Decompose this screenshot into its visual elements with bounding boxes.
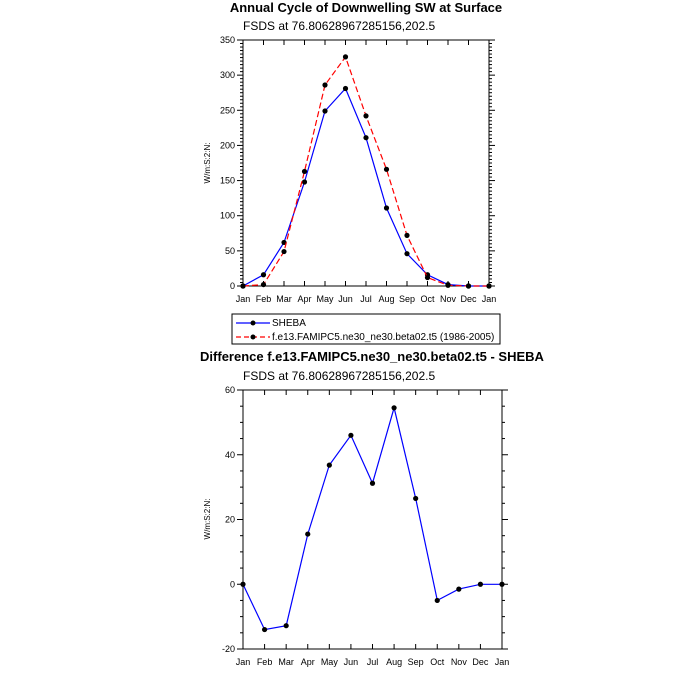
x-tick-label: Nov: [450, 657, 467, 667]
x-tick-label: Jul: [360, 294, 372, 304]
x-tick-label: May: [320, 657, 338, 667]
x-tick-label: Jan: [235, 294, 251, 304]
chart-2-subtitle: FSDS at 76.80628967285156,202.5: [243, 369, 436, 383]
y-tick-label: 350: [219, 35, 235, 45]
x-tick-label: Mar: [278, 657, 294, 667]
series-0-point: [384, 205, 389, 210]
x-tick-label: Jun: [343, 657, 359, 667]
y-tick-label: 20: [224, 514, 235, 525]
series-0-point: [435, 598, 440, 603]
chart-2-plot-frame: [243, 390, 502, 649]
series-1-point: [343, 54, 348, 59]
x-tick-label: Aug: [378, 294, 395, 304]
y-tick-label: 0: [229, 579, 235, 590]
x-tick-label: Oct: [420, 294, 435, 304]
series-line-0: [243, 408, 502, 630]
series-0-point: [302, 179, 307, 184]
series-0-point: [413, 496, 418, 501]
x-tick-label: Jan: [235, 657, 251, 667]
x-tick-label: Jun: [338, 294, 353, 304]
series-1-point: [404, 233, 409, 238]
series-1-point: [384, 167, 389, 172]
series-1-point: [425, 275, 430, 280]
y-tick-label: 300: [219, 70, 235, 81]
chart-2-axes: [222, 385, 509, 667]
legend-marker-model: [251, 335, 256, 340]
x-tick-label: Sep: [398, 294, 416, 304]
series-0-point: [499, 582, 504, 587]
x-tick-label: Jul: [366, 657, 379, 667]
series-0-point: [348, 433, 353, 438]
series-0-point: [261, 272, 266, 277]
x-tick-label: Apr: [297, 294, 312, 304]
series-0-point: [456, 587, 461, 592]
series-0-point: [363, 135, 368, 140]
x-tick-label: Aug: [386, 657, 403, 667]
chart-difference: [200, 349, 545, 667]
x-tick-label: Dec: [472, 657, 489, 667]
x-tick-label: Feb: [256, 657, 273, 667]
chart-1-series: [240, 54, 491, 288]
series-1-point: [445, 283, 450, 288]
legend-label-model: f.e13.FAMIPC5.ne30_ne30.beta02.t5 (1986-2005): [272, 332, 495, 343]
series-1-point: [322, 82, 327, 87]
y-tick-label: 250: [219, 105, 235, 116]
legend-marker-sheba: [251, 321, 256, 326]
x-tick-label: Nov: [439, 294, 457, 304]
chart-annual-cycle: [203, 0, 502, 344]
series-1-point: [486, 283, 491, 288]
series-0-point: [284, 623, 289, 628]
chart-2-title: Difference f.e13.FAMIPC5.ne30_ne30.beta02.t5 - SHEBA: [200, 349, 544, 364]
chart-1-ylabel: W/m:S:2:N:: [203, 142, 212, 184]
x-tick-label: Mar: [276, 294, 292, 304]
x-tick-label: Sep: [407, 657, 424, 667]
chart-1-axes: [220, 35, 496, 304]
series-0-point: [343, 86, 348, 91]
series-0-point: [370, 481, 375, 486]
chart-2-ylabel: W/m:S:2:N:: [203, 498, 212, 540]
series-0-point: [240, 582, 245, 587]
chart-1-title: Annual Cycle of Downwelling SW at Surface: [229, 0, 503, 15]
x-tick-label: May: [316, 294, 334, 304]
series-1-point: [281, 249, 286, 254]
y-tick-label: 0: [229, 281, 235, 291]
series-1-point: [466, 283, 471, 288]
chart-1-legend: [232, 314, 500, 344]
y-tick-label: 40: [224, 449, 235, 460]
series-1-point: [261, 282, 266, 287]
x-tick-label: Jan: [481, 294, 497, 304]
x-tick-label: Oct: [430, 657, 445, 667]
y-tick-label: 60: [224, 385, 235, 395]
series-0-point: [262, 627, 267, 632]
series-0-point: [322, 108, 327, 113]
series-0-point: [327, 463, 332, 468]
series-0-point: [478, 582, 483, 587]
series-line-1: [243, 57, 489, 286]
series-1-point: [302, 169, 307, 174]
y-tick-label: 200: [219, 140, 235, 151]
x-tick-label: Dec: [460, 294, 477, 304]
series-0-point: [391, 405, 396, 410]
x-tick-label: Apr: [300, 657, 315, 667]
series-0-point: [404, 251, 409, 256]
y-tick-label: 50: [224, 245, 235, 256]
y-tick-label: 100: [219, 210, 235, 221]
series-0-point: [305, 531, 310, 536]
y-tick-label: 150: [219, 175, 235, 186]
series-1-point: [363, 113, 368, 118]
series-1-point: [240, 283, 245, 288]
x-tick-label: Feb: [255, 294, 272, 304]
y-tick-label: -20: [221, 644, 235, 654]
chart-2-series: [240, 405, 504, 632]
legend-label-sheba: SHEBA: [272, 318, 306, 329]
x-tick-label: Jan: [494, 657, 510, 667]
chart-1-subtitle: FSDS at 76.80628967285156,202.5: [243, 19, 436, 33]
